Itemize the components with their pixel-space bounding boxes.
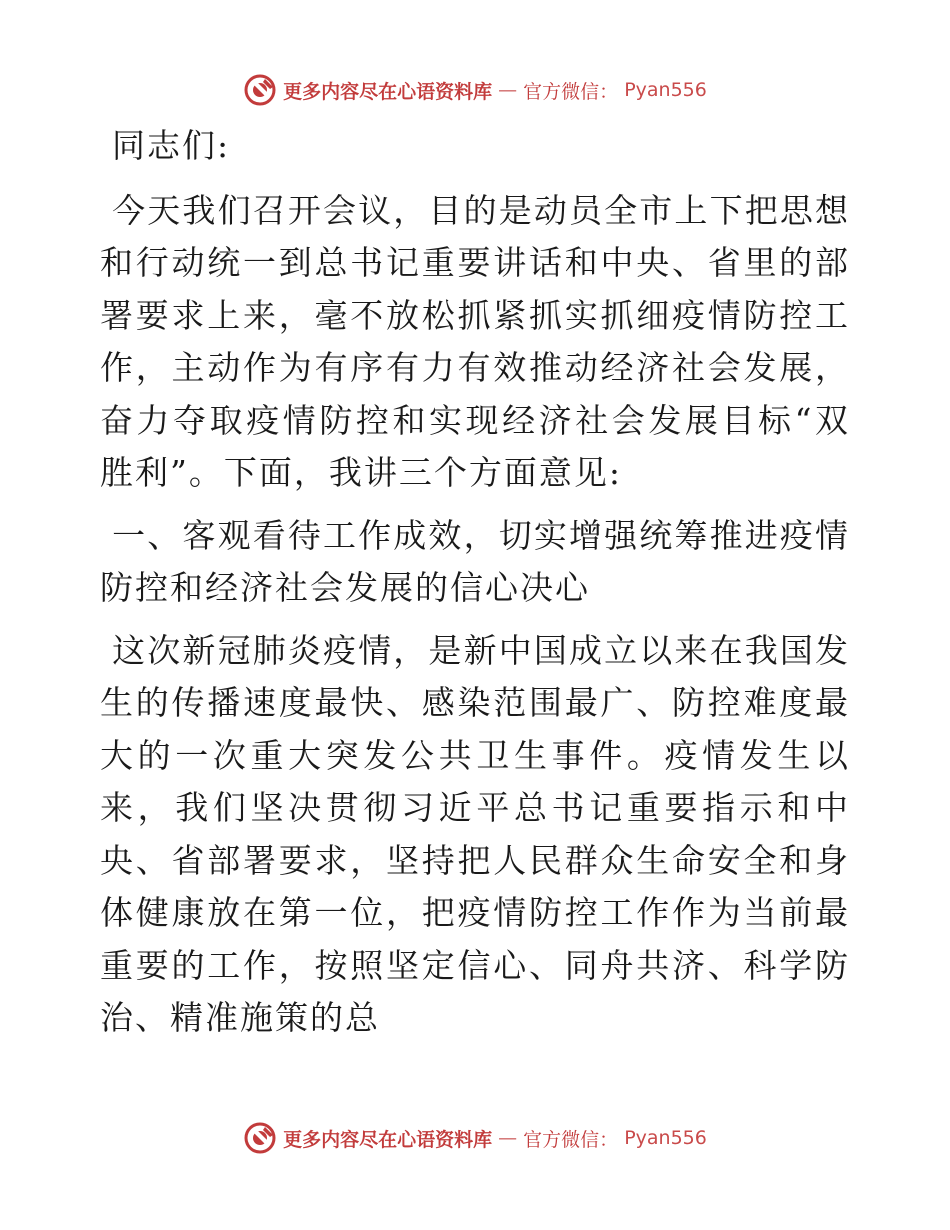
section-heading-one-text: 一、客观看待工作成效，切实增强统筹推进疫情防控和经济社会发展的信心决心 — [100, 515, 850, 607]
watermark-contact-label: 官方微信： — [523, 1128, 619, 1151]
paragraph-intro-text: 今天我们召开会议，目的是动员全市上下把思想和行动统一到总书记重要讲话和中央、省里的部署要求上来，毫不放松抓紧抓实抓细疫情防控工作，主动作为有序有力有效推动经济社会发展，奋力夺取疫情防控和实现经济社会发展目标“双胜利”。下面，我讲三个方面意见: — [100, 190, 850, 492]
watermark-text: 更多内容尽在心语资料库 — [283, 1128, 493, 1151]
greeting-text: 同志们: — [112, 126, 231, 165]
watermark-contact-id: Pyan556 — [624, 1127, 707, 1149]
watermark-contact-label: 官方微信： — [523, 80, 619, 103]
section-heading-one — [100, 510, 850, 615]
watermark-separator: — — [498, 79, 518, 101]
footer-watermark — [0, 1118, 950, 1158]
red-seal-logo-icon — [243, 73, 277, 107]
paragraph-epidemic-text: 这次新冠肺炎疫情，是新中国成立以来在我国发生的传播速度最快、感染范围最广、防控难度最大的一次重大突发公共卫生事件。疫情发生以来，我们坚决贯彻习近平总书记重要指示和中央、省部署要求，坚持把人民群众生命安全和身体健康放在第一位，把疫情防控工作作为当前最重要的工作，按照坚定信心、同舟共济、科学防治、精准施策的总 — [100, 630, 850, 1037]
document-body — [100, 120, 850, 1055]
watermark-contact-id: Pyan556 — [624, 79, 707, 101]
header-watermark — [0, 70, 950, 110]
greeting — [100, 120, 850, 173]
watermark-separator: — — [498, 1127, 518, 1149]
red-seal-logo-icon — [243, 1121, 277, 1155]
watermark-text: 更多内容尽在心语资料库 — [283, 80, 493, 103]
paragraph-epidemic — [100, 625, 850, 1045]
paragraph-intro — [100, 185, 850, 500]
